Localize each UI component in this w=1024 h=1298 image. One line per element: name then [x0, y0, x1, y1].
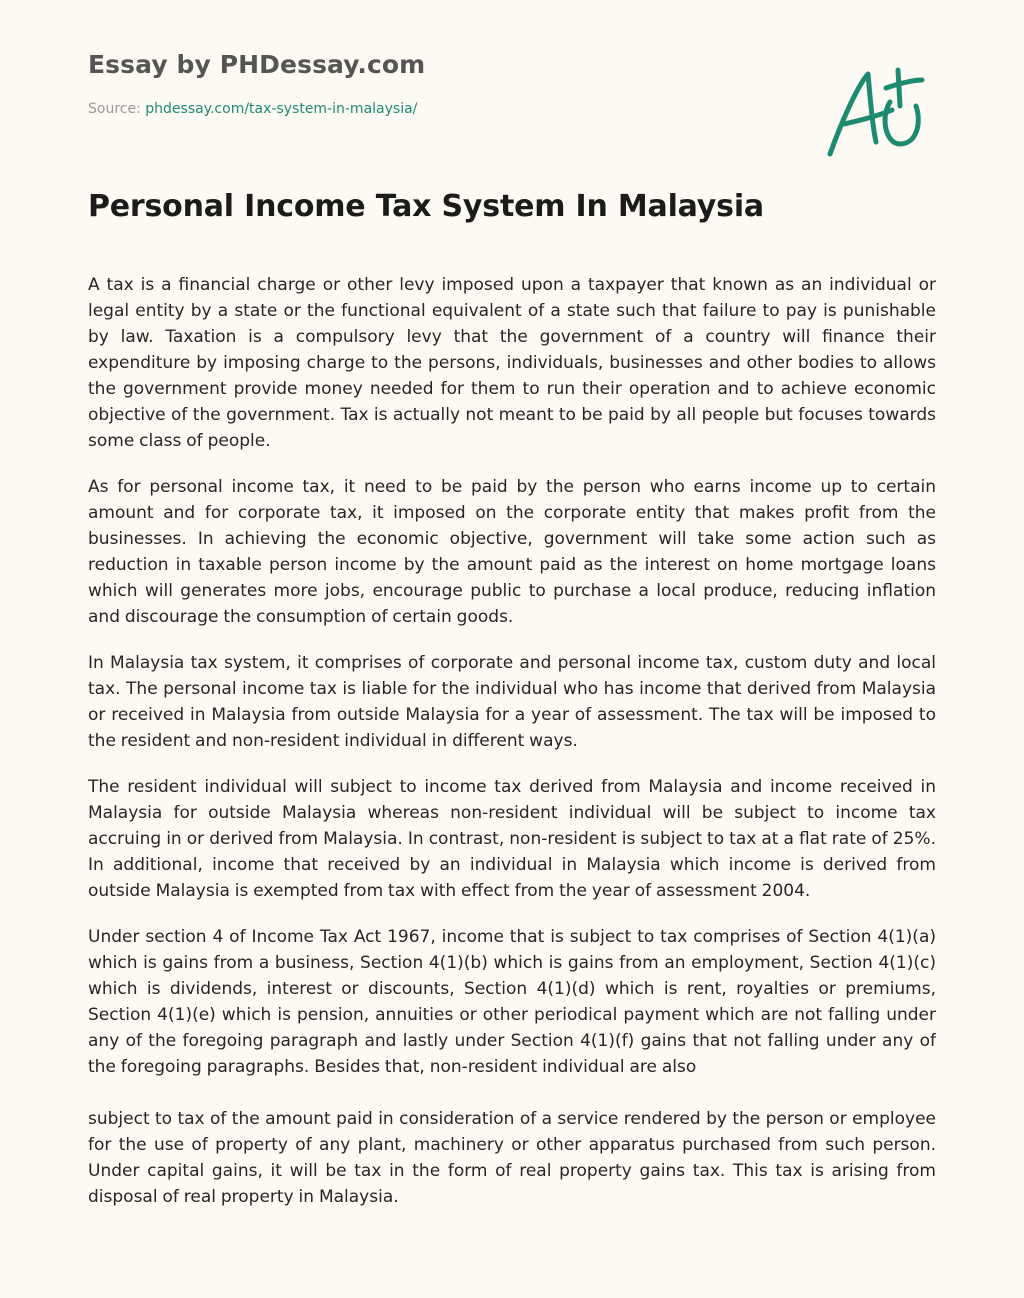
essay-paragraph: As for personal income tax, it need to be paid by the person who earns income up to certain amount and for corporate tax, it imposed on the corporate entity that makes profit from the businesses. In achieving the economic objective, government will take some action such as reduction in taxable person income by the amount paid as the interest on home mortgage loans which will generates more jobs, encourage public to purchase a local produce, reducing inflation and discourage the consumption of certain goods.	[88, 477, 936, 627]
essay-paragraph: In Malaysia tax system, it comprises of corporate and personal income tax, custom duty and local tax. The personal income tax is liable for the individual who has income that derived from Malaysia or received in Malaysia from outside Malaysia for a year of assessment. The tax will be imposed to the resident and non-resident individual in different ways.	[88, 653, 936, 751]
source-link[interactable]: phdessay.com/tax-system-in-malaysia/	[145, 101, 418, 117]
a-plus-logo-icon	[826, 66, 926, 158]
essay-title: Personal Income Tax System In Malaysia	[88, 189, 764, 224]
essay-paragraph: Under section 4 of Income Tax Act 1967, income that is subject to tax comprises of Section 4(1)(a) which is gains from a business, Section 4(1)(b) which is gains from an employment, Section 4(1)(c) which is dividends, interest or discounts, Section 4(1)(d) which is rent, royalties or premiums, Section 4(1)(e) which is pension, annuities or other periodical payment which are not falling under any of the foregoing paragraph and lastly under Section 4(1)(f) gains that not falling under any of the foregoing paragraphs. Besides that, non-resident individual are also	[88, 927, 936, 1077]
source-line	[88, 101, 417, 117]
essay-paragraph-continued: subject to tax of the amount paid in consideration of a service rendered by the person or employee for the use of property of any plant, machinery or other apparatus purchased from such person. Under capital gains, it will be tax in the form of real property gains tax. This tax is arising from disposal of real property in Malaysia.	[88, 1109, 936, 1207]
source-label: Source:	[88, 101, 141, 117]
essay-page	[88, 0, 936, 1298]
essay-paragraph: The resident individual will subject to income tax derived from Malaysia and income received in Malaysia for outside Malaysia whereas non-resident individual will be subject to income tax accruing in or derived from Malaysia. In contrast, non-resident is subject to tax at a flat rate of 25%. In additional, income that received by an individual in Malaysia which income is derived from outside Malaysia is exempted from tax with effect from the year of assessment 2004.	[88, 777, 936, 901]
essay-body	[88, 272, 936, 1251]
site-brand[interactable]: Essay by PHDessay.com	[88, 50, 426, 79]
essay-paragraph: A tax is a financial charge or other levy imposed upon a taxpayer that known as an individual or legal entity by a state or the functional equivalent of a state such that failure to pay is punishable by law. Taxation is a compulsory levy that the government of a country will finance their expenditure by imposing charge to the persons, individuals, businesses and other bodies to allows the government provide money needed for them to run their operation and to achieve economic objective of the government. Tax is actually not meant to be paid by all people but focuses towards some class of people.	[88, 275, 936, 451]
